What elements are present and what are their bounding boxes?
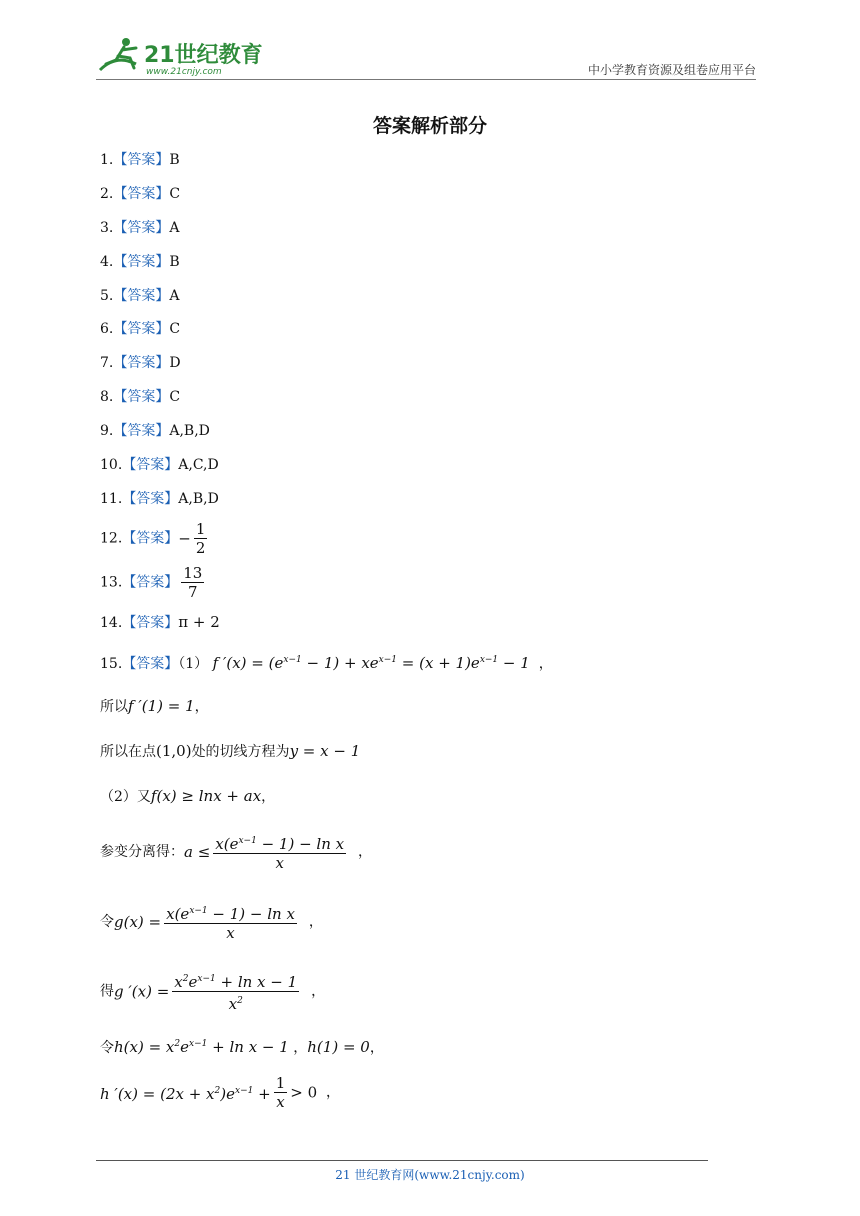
answer-tag: 【答案】 — [113, 220, 170, 236]
answer-10: 10.【答案】A,C,D — [100, 457, 219, 473]
answer-tag: 【答案】 — [113, 288, 170, 304]
answer-15-tangent-line: 所以在点(1,0)处的切线方程为y = x − 1 — [100, 742, 361, 760]
answer-2: 2.【答案】C — [100, 186, 181, 202]
answer-3: 3.【答案】A — [100, 220, 180, 236]
answer-15-separation: 参变分离得：a ≤ $\frac{x(e^{x-1} - 1) - \ln x}{x}$ ， — [100, 832, 372, 872]
answer-11: 11.【答案】A,B,D — [100, 491, 219, 507]
answer-tag: 【答案】 — [113, 389, 170, 405]
footer-site-link[interactable]: 21 世纪教育网(www.21cnjy.com) — [335, 1168, 525, 1182]
logo-subtext: www.21cnjy.com — [146, 67, 222, 77]
answer-15-g-derivative: 得g ′(x) = $\frac{x^2e^{x-1} + \ln x - 1}{x^2}$ ， — [100, 970, 325, 1013]
answer-9: 9.【答案】A,B,D — [100, 423, 210, 439]
answer-14: 14.【答案】π + 2 — [100, 613, 220, 631]
answer-15-h-derivative: h $'(x) = (2x + x^2)e^{x-1}$ + $\frac{1}{x}$ > 0 ， — [100, 1074, 341, 1111]
answer-15-define-h: 令$h(x) = x^2e^{x-1} + \ln x - 1$ ，h(1) = 0， — [100, 1038, 384, 1056]
answer-4: 4.【答案】B — [100, 254, 180, 270]
logo-text: 21世纪教育 — [144, 43, 263, 68]
answer-15-derivative-at-1: 所以f ′(1) = 1， — [100, 697, 209, 715]
answer-5: 5.【答案】A — [100, 288, 180, 304]
answer-12: 12.【答案】− $\frac{1}{2}$ — [100, 520, 206, 557]
platform-name: 中小学教育资源及组卷应用平台 — [587, 63, 756, 77]
site-logo — [96, 34, 266, 78]
answer-13: 13.【答案】 $\frac{13}{7}$ — [100, 564, 203, 601]
answer-15-define-g: 令g(x) = $\frac{x(e^{x-1} - 1) - \ln x}{x}$ ， — [100, 902, 323, 942]
answer-8: 8.【答案】C — [100, 389, 181, 405]
answer-6: 6.【答案】C — [100, 321, 181, 337]
answer-tag: 【答案】 — [113, 321, 170, 337]
page-title: 答案解析部分 — [372, 115, 487, 137]
answer-15-part1: 15.【答案】（1） f $'(x) = (e^{x-1} - 1) + xe^{x-1} = (x + 1)e^{x-1} - 1$ ， — [100, 654, 553, 672]
answer-1: 1.【答案】B — [100, 152, 180, 168]
answer-tag: 【答案】 — [113, 423, 170, 439]
answer-tag: 【答案】 — [113, 254, 170, 270]
answer-15-part2: （2）又f(x) ≥ lnx + ax， — [100, 787, 276, 805]
answer-tag: 【答案】 — [113, 186, 170, 202]
answer-tag: 【答案】 — [113, 152, 170, 168]
answer-tag: 【答案】 — [113, 355, 170, 371]
answer-7: 7.【答案】D — [100, 355, 181, 371]
header-divider — [96, 79, 756, 80]
answer-tag: 【答案】 — [122, 457, 179, 473]
footer-divider — [96, 1160, 708, 1161]
answer-tag: 【答案】 — [122, 491, 179, 507]
derivative-formula: f $'(x) = (e^{x-1} - 1) + xe^{x-1} = (x + 1)e^{x-1} - 1$ — [212, 654, 530, 672]
